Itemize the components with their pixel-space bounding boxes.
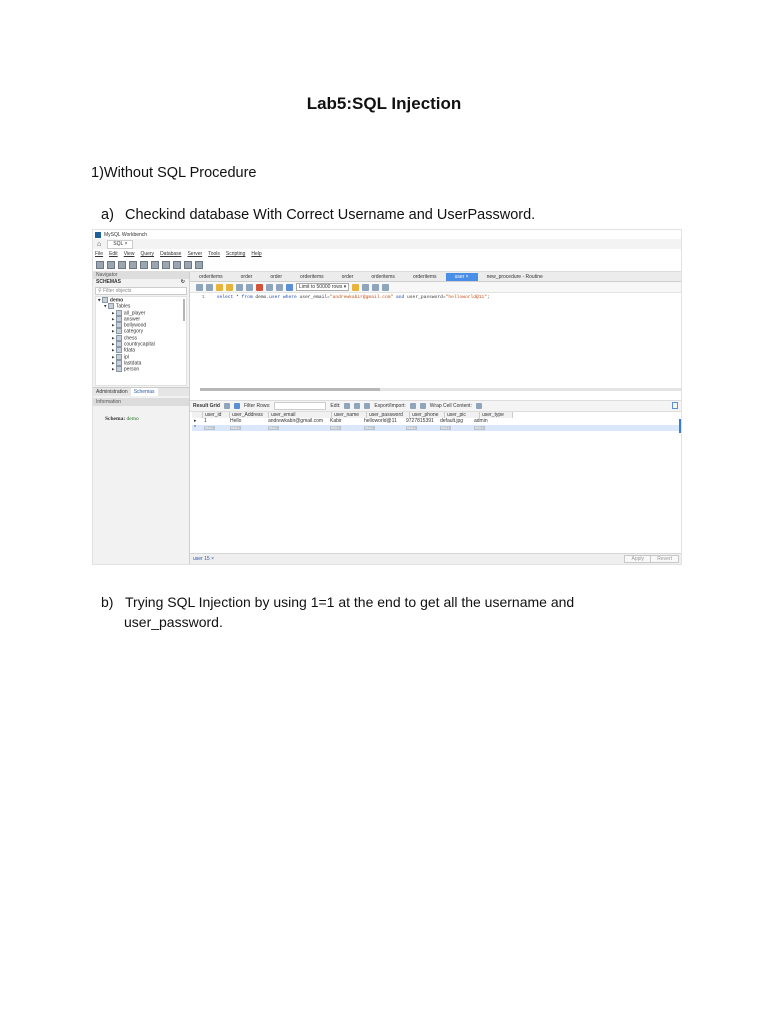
schemas-label: SCHEMAS ↻ bbox=[96, 279, 185, 285]
export-import-label: Export/Import: bbox=[374, 403, 406, 409]
table-node[interactable]: ▸ all_player bbox=[112, 309, 146, 316]
query-tab[interactable]: orderitems bbox=[199, 274, 223, 280]
table-node[interactable]: ▸ answer bbox=[112, 316, 141, 323]
menu-database[interactable]: Database bbox=[160, 251, 182, 257]
wrap-cell-icon[interactable] bbox=[476, 403, 482, 409]
table-node[interactable]: ▸ ipl bbox=[112, 354, 129, 360]
query-area bbox=[190, 272, 681, 564]
execute-statement-icon[interactable] bbox=[226, 284, 233, 291]
column-header[interactable]: user_name bbox=[332, 412, 367, 418]
refresh-icon[interactable]: ↻ bbox=[180, 279, 185, 285]
import-icon[interactable] bbox=[420, 403, 426, 409]
menu-view[interactable]: View bbox=[123, 251, 135, 257]
schema-tree bbox=[95, 296, 187, 386]
list-item-b bbox=[101, 592, 621, 632]
table-cell[interactable]: admin bbox=[474, 418, 488, 425]
table-node[interactable]: ▸ person bbox=[112, 366, 140, 373]
create-schema-icon[interactable] bbox=[129, 261, 137, 269]
edit-label: Edit: bbox=[330, 403, 341, 409]
list-item-text: Trying SQL Injection by using 1=1 at the end to get all the username and bbox=[125, 594, 575, 610]
search-table-icon[interactable] bbox=[184, 261, 192, 269]
execute-icon[interactable] bbox=[216, 284, 223, 291]
stop-icon[interactable] bbox=[246, 284, 253, 291]
schema-node-demo[interactable]: ▾ demo bbox=[98, 297, 124, 304]
tab-administration[interactable]: Administration bbox=[96, 389, 128, 395]
table-node[interactable]: ▸ lastdata bbox=[112, 360, 142, 367]
find-icon[interactable] bbox=[362, 284, 369, 291]
null-cell[interactable]: NULL bbox=[269, 425, 278, 430]
section-heading: 1)Without SQL Procedure bbox=[91, 165, 257, 181]
home-icon[interactable]: ⌂ bbox=[97, 240, 102, 248]
grid-body bbox=[192, 418, 681, 431]
filter-rows-input[interactable] bbox=[274, 402, 326, 410]
navigator-panel bbox=[93, 272, 190, 564]
wrap-lines-icon[interactable] bbox=[382, 284, 389, 291]
tab-schemas[interactable]: Schemas bbox=[131, 388, 158, 396]
open-sql-script-icon[interactable] bbox=[107, 261, 115, 269]
apply-button[interactable]: Apply bbox=[624, 555, 651, 563]
workbench-screenshot bbox=[92, 229, 682, 565]
table-node[interactable]: ▸ countrycapital bbox=[112, 341, 155, 348]
null-cell[interactable]: NULL bbox=[231, 425, 240, 430]
result-bottom-bar bbox=[190, 553, 681, 564]
information-header: Information bbox=[93, 398, 189, 406]
table-cell[interactable]: Hello bbox=[230, 418, 242, 425]
sql-editor[interactable]: 1 select * from demo.user where user_email="andrewkabir@gmail.com" and user_password="helloworld@11"; bbox=[202, 295, 490, 300]
create-table-icon[interactable] bbox=[140, 261, 148, 269]
create-view-icon[interactable] bbox=[151, 261, 159, 269]
list-item-text: Checkind database With Correct Username and UserPassword. bbox=[125, 207, 536, 223]
tables-node[interactable]: ▾ Tables bbox=[104, 303, 131, 310]
commit-icon[interactable] bbox=[266, 284, 273, 291]
schema-info: Schema: demo bbox=[105, 416, 139, 422]
query-tab[interactable]: new_procedure - Routine bbox=[486, 274, 543, 280]
connection-tab[interactable]: SQL × bbox=[107, 240, 133, 249]
wrap-cell-label: Wrap Cell Content: bbox=[429, 403, 472, 409]
navigator-header: Navigator bbox=[93, 272, 189, 279]
form-editor-icon[interactable] bbox=[672, 402, 678, 409]
export-icon[interactable] bbox=[410, 403, 416, 409]
query-tab[interactable]: order bbox=[270, 274, 282, 280]
tree-scrollbar[interactable] bbox=[183, 299, 185, 321]
edit-row-icon[interactable] bbox=[344, 403, 350, 409]
menu-scripting[interactable]: Scripting bbox=[225, 251, 246, 257]
column-header[interactable]: user_type bbox=[480, 412, 513, 418]
reconnect-icon[interactable] bbox=[195, 261, 203, 269]
side-panel-toggle[interactable] bbox=[679, 419, 681, 433]
menu-file[interactable]: File bbox=[95, 251, 104, 257]
inspector-icon[interactable] bbox=[118, 261, 126, 269]
null-cell[interactable]: NULL bbox=[365, 425, 374, 430]
beautify-icon[interactable] bbox=[352, 284, 359, 291]
list-item-a bbox=[101, 207, 535, 223]
document-title: Lab5:SQL Injection bbox=[306, 94, 462, 113]
filter-objects-input[interactable]: ⚲ Filter objects bbox=[95, 287, 187, 295]
null-cell[interactable]: NULL bbox=[205, 425, 214, 430]
column-header[interactable]: user_password bbox=[367, 412, 410, 418]
filter-icon[interactable] bbox=[234, 403, 240, 409]
menu-edit[interactable]: Edit bbox=[109, 251, 118, 257]
query-tab[interactable]: user × bbox=[446, 273, 478, 281]
table-node[interactable]: ▸ category bbox=[112, 328, 144, 335]
save-icon[interactable] bbox=[206, 284, 213, 291]
workbench-logo-icon bbox=[95, 232, 101, 238]
table-list bbox=[96, 310, 186, 373]
create-procedure-icon[interactable] bbox=[162, 261, 170, 269]
revert-button[interactable]: Revert bbox=[650, 555, 679, 563]
menu-bar bbox=[93, 250, 681, 258]
column-header[interactable]: user_Address bbox=[230, 412, 269, 418]
null-cell[interactable]: NULL bbox=[441, 425, 450, 430]
window-titlebar bbox=[93, 230, 681, 239]
create-function-icon[interactable] bbox=[173, 261, 181, 269]
invisible-chars-icon[interactable] bbox=[372, 284, 379, 291]
limit-rows-select[interactable]: Limit to 50000 rows ▾ bbox=[296, 283, 349, 291]
list-marker: a) bbox=[101, 207, 114, 223]
table-node[interactable]: ▸ bollywood bbox=[112, 322, 147, 329]
add-row-icon[interactable] bbox=[354, 403, 360, 409]
editor-hscrollbar[interactable] bbox=[200, 388, 681, 391]
table-cell[interactable]: default.jpg bbox=[440, 418, 464, 425]
query-tab[interactable]: orderitems bbox=[371, 274, 395, 280]
menu-tools[interactable]: Tools bbox=[208, 251, 220, 257]
editor-toolbar bbox=[190, 282, 681, 293]
new-row[interactable]: * NULL NULL NULL NULL NULL NULL NULL NULL bbox=[192, 425, 681, 431]
new-sql-tab-icon[interactable] bbox=[96, 261, 104, 269]
list-marker: b) bbox=[101, 594, 114, 610]
null-cell[interactable]: NULL bbox=[331, 425, 340, 430]
query-tab[interactable]: order bbox=[240, 274, 253, 280]
table-cell[interactable]: andrewkabir@gmail.com bbox=[268, 418, 324, 425]
table-row[interactable]: ▸ 1 Hello andrewkabir@gmail.com Kabir helloworld@11 9727815391 default.jpg admin bbox=[192, 418, 681, 424]
table-cell[interactable]: Kabir bbox=[330, 418, 342, 425]
autocommit-icon[interactable] bbox=[286, 284, 293, 291]
filter-rows-label: Filter Rows: bbox=[243, 403, 271, 409]
result-grid-label: Result Grid bbox=[193, 403, 220, 409]
column-header[interactable]: user_phone bbox=[410, 412, 445, 418]
grid-view-icon[interactable] bbox=[224, 403, 230, 409]
result-panel bbox=[190, 400, 681, 564]
table-cell[interactable]: helloworld@11 bbox=[364, 418, 397, 425]
explain-icon[interactable] bbox=[236, 284, 243, 291]
menu-query[interactable]: Query bbox=[140, 251, 155, 257]
result-toolbar bbox=[190, 401, 681, 412]
delete-row-icon[interactable] bbox=[364, 403, 370, 409]
rollback-icon[interactable] bbox=[276, 284, 283, 291]
query-tab-bar bbox=[190, 272, 681, 282]
menu-server[interactable]: Server bbox=[187, 251, 203, 257]
toggle-error-icon[interactable] bbox=[256, 284, 263, 291]
column-header[interactable]: user_id bbox=[203, 412, 230, 418]
table-cell[interactable]: 1 bbox=[204, 418, 207, 425]
query-tab[interactable]: order bbox=[341, 274, 354, 280]
table-cell[interactable]: 9727815391 bbox=[406, 418, 434, 425]
result-tab[interactable]: user 15 × bbox=[193, 556, 214, 562]
table-node[interactable]: ▸ fdata bbox=[112, 347, 136, 354]
open-file-icon[interactable] bbox=[196, 284, 203, 291]
query-tab[interactable]: orderitems bbox=[300, 274, 324, 280]
menu-help[interactable]: Help bbox=[251, 251, 262, 257]
null-cell[interactable]: NULL bbox=[407, 425, 416, 430]
column-header[interactable]: user_email bbox=[269, 412, 332, 418]
query-tab[interactable]: orderitems bbox=[412, 274, 437, 280]
navigator-tabs bbox=[93, 387, 189, 396]
result-grid bbox=[192, 412, 681, 431]
column-header[interactable]: user_pic bbox=[445, 412, 480, 418]
null-cell[interactable]: NULL bbox=[475, 425, 484, 430]
window-title: MySQL Workbench bbox=[104, 231, 148, 238]
main-toolbar bbox=[93, 259, 681, 272]
table-node[interactable]: ▸ chess bbox=[112, 335, 137, 342]
connection-tab-row bbox=[93, 239, 681, 249]
list-item-text-continued: user_password. bbox=[124, 614, 223, 630]
line-number: 1 bbox=[202, 295, 205, 300]
